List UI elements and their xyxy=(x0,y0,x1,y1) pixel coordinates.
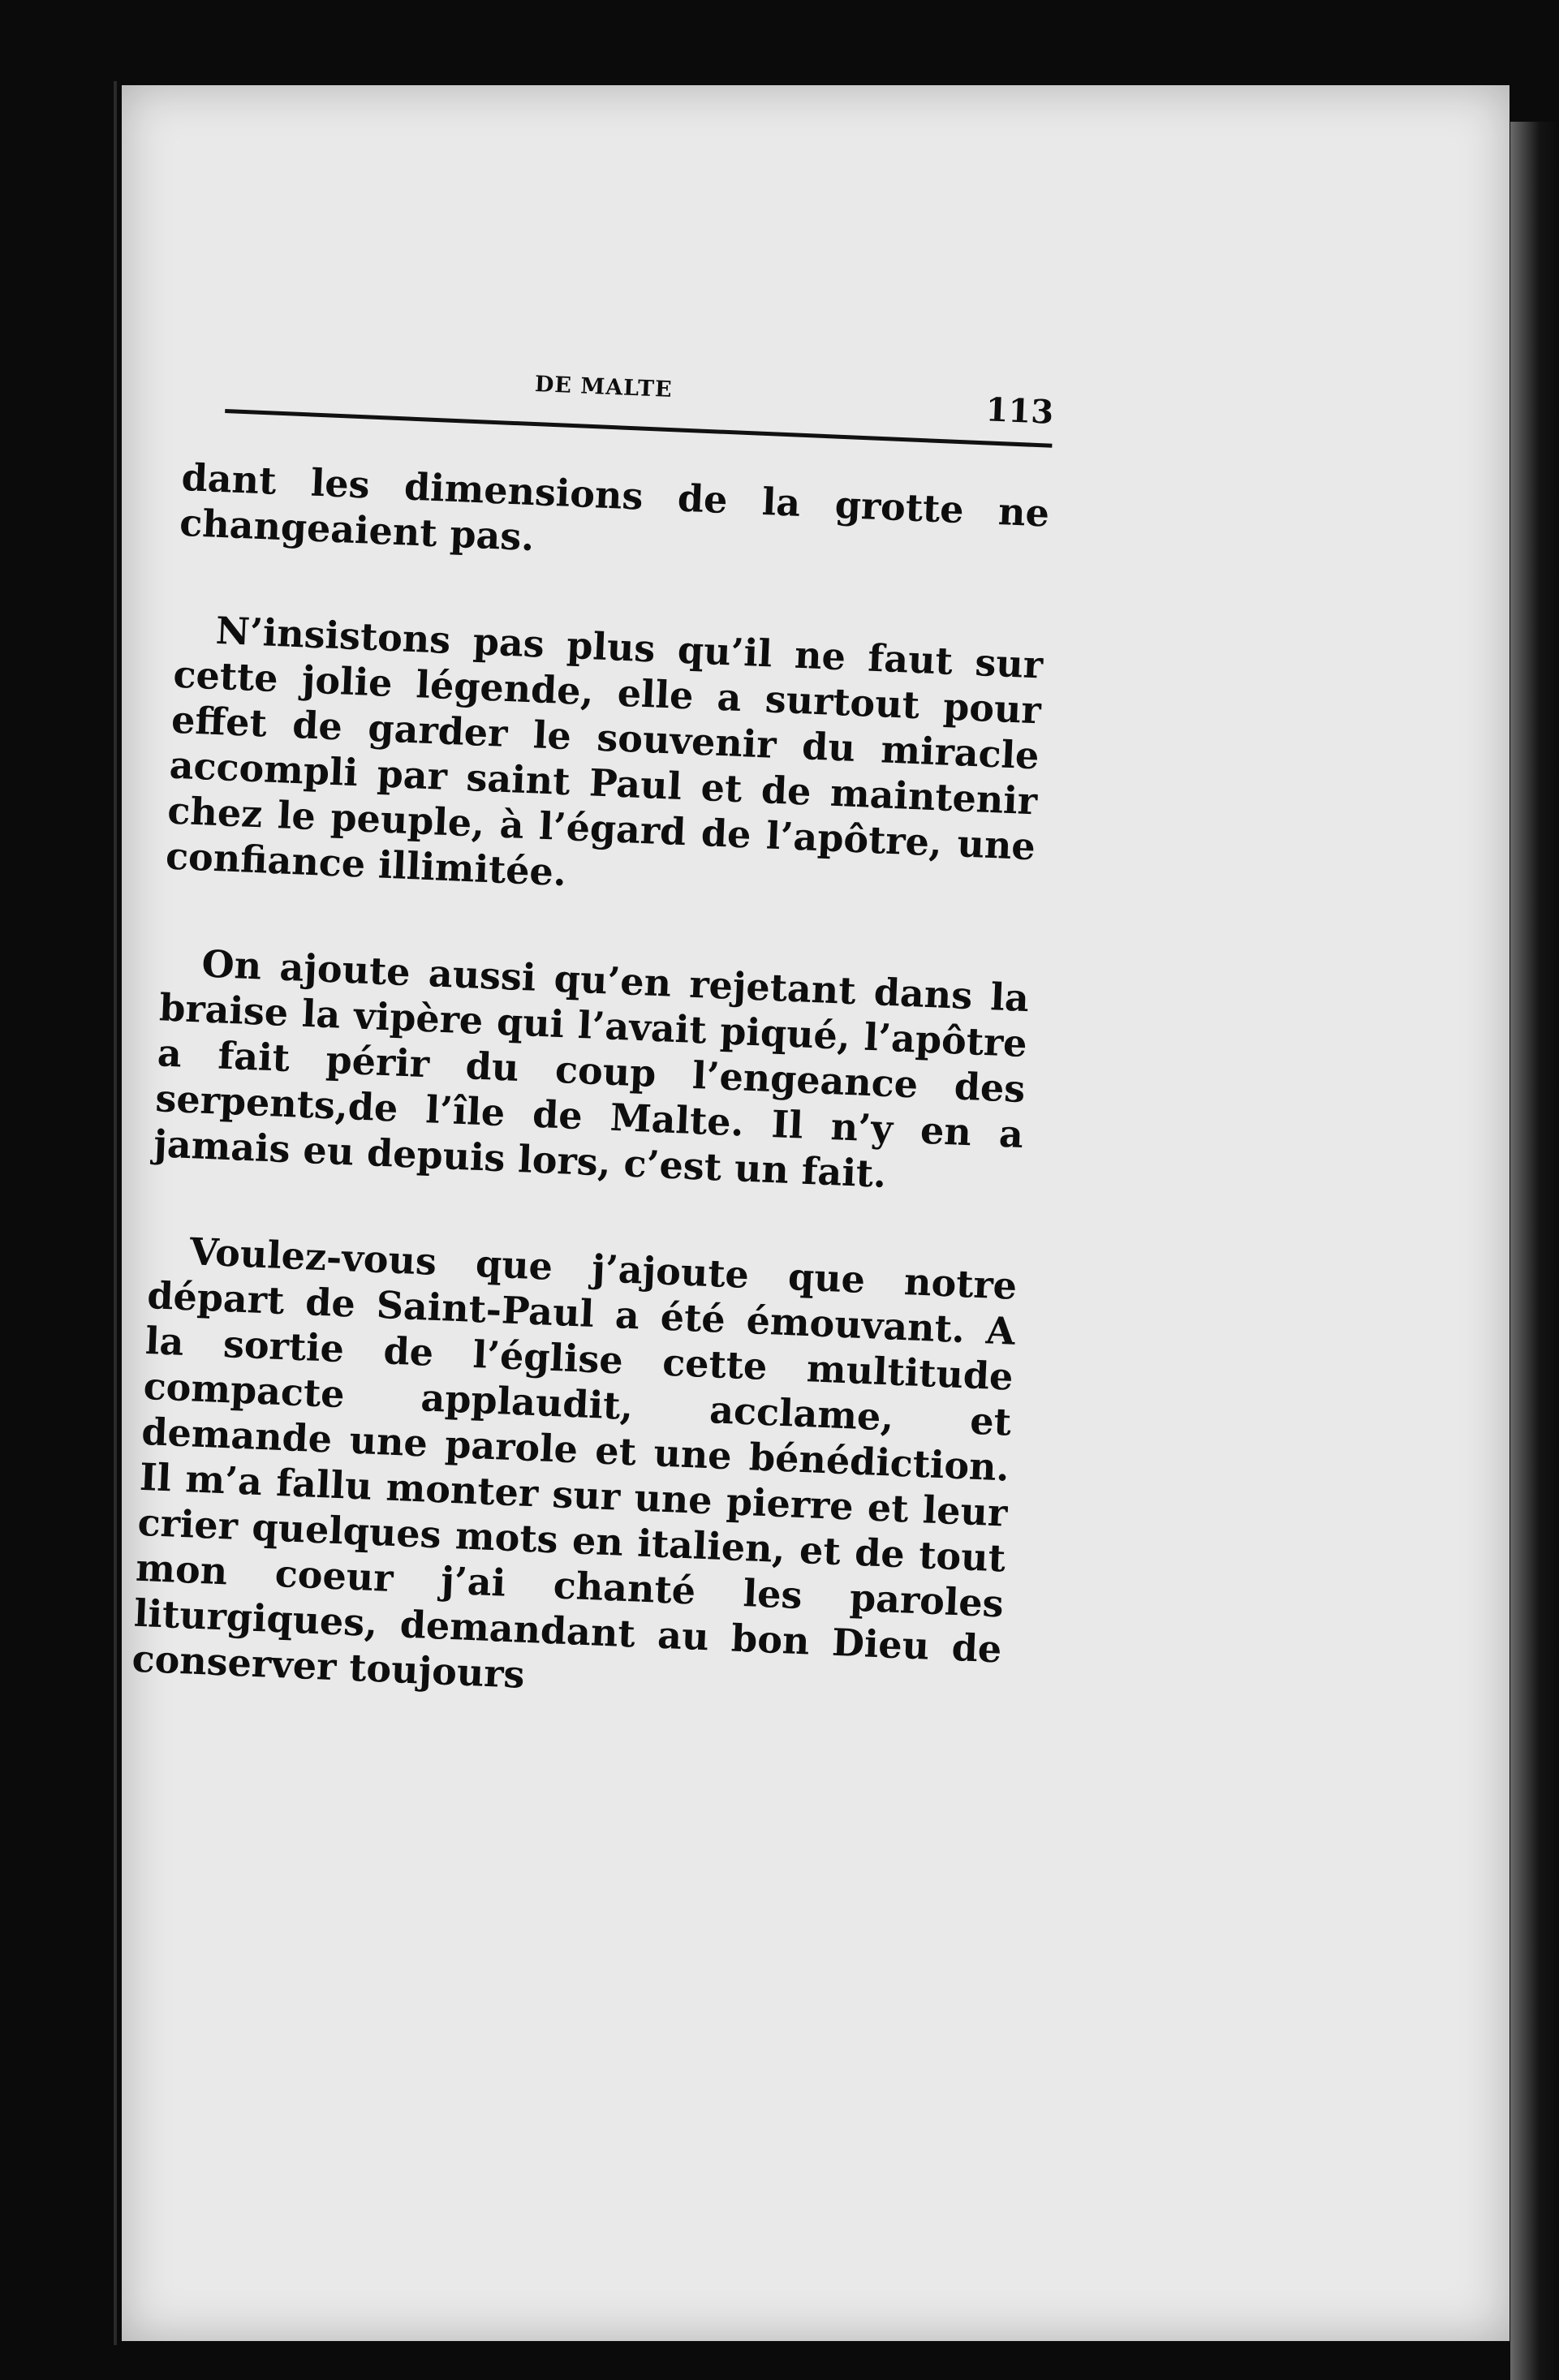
page-number: 113 xyxy=(984,390,1055,432)
header-rule xyxy=(225,409,1052,448)
paragraph: dant les dimensions de la grotte ne changeaient pas. xyxy=(179,454,1050,560)
text-block xyxy=(128,357,1054,1778)
running-title: DE MALTE xyxy=(534,372,674,403)
body-text xyxy=(131,454,1050,1717)
paragraph: Voulez-vous que j’ajoute que notre départ de Saint-Paul a été émouvant. A la sortie de l’église cette multitude compacte applaudit, acclame, et demande une parole et une bénédiction. Il m’a fallu monter sur une pierre et leur crier quelques mots en italien, et de tout mon coeur j’ai chanté les paroles liturgiques, demandant au bon Dieu de conserver toujours xyxy=(131,1229,1019,1697)
paragraph: On ajoute aussi qu’en rejetant dans la braise la vipère qui l’avait piqué, l’apôtre a fait périr du coup l’engeance des serpents,de l’île de Malte. Il n’y en a jamais eu depuis lors, c’est un fait. xyxy=(153,941,1030,1196)
paragraph: N’insistons pas plus qu’il ne faut sur cette jolie légende, elle a surtout pour effet de garder le souvenir du miracle accompli par saint Paul et de maintenir chez le peuple, à l’égard de l’apôtre, une confiance illimitée. xyxy=(165,608,1044,895)
binding-edge xyxy=(114,81,117,2345)
fore-edge xyxy=(1510,122,1559,2380)
